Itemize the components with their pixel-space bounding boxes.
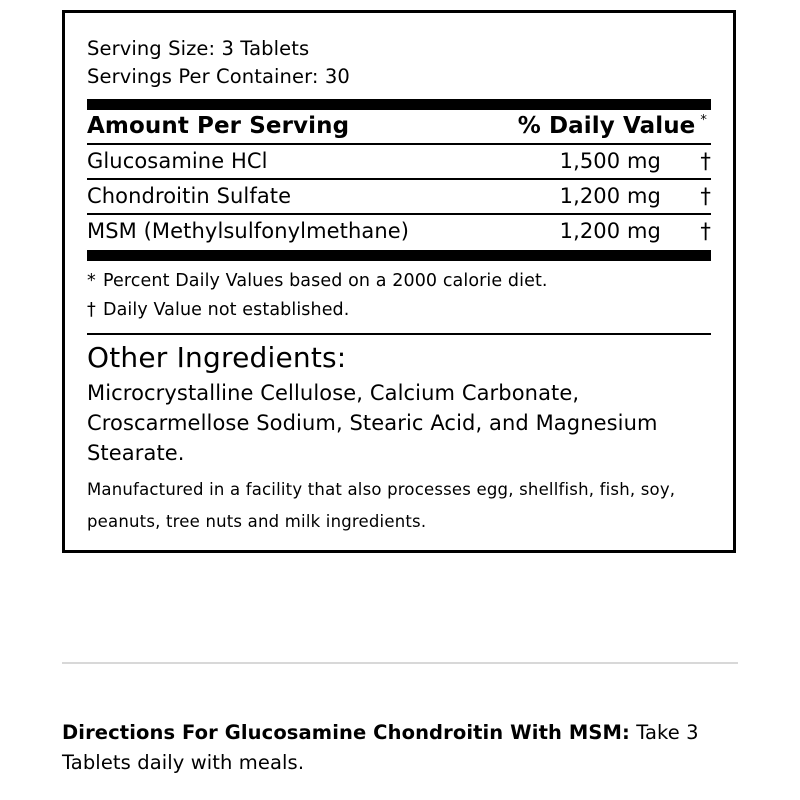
nutrient-daily-value: † bbox=[700, 184, 711, 208]
other-ingredients-text: Microcrystalline Cellulose, Calcium Carbonate, Croscarmellose Sodium, Stearic Acid, and Magnesium Stearate. bbox=[87, 381, 658, 465]
other-ingredients-heading: Other Ingredients: bbox=[87, 341, 347, 374]
nutrient-daily-value: † bbox=[700, 219, 711, 243]
nutrient-amount: 1,200 mg bbox=[559, 219, 661, 243]
divider-thick-bottom bbox=[87, 250, 711, 261]
servings-per-container-line: Servings Per Container: 30 bbox=[87, 65, 350, 88]
footnote-text: Daily Value not established. bbox=[103, 300, 350, 320]
supplement-facts-panel bbox=[62, 10, 736, 553]
footnote-daily-value-basis bbox=[87, 261, 711, 296]
divider-thick-top bbox=[87, 99, 711, 110]
serving-size-line: Serving Size: 3 Tablets bbox=[87, 37, 310, 60]
directions-section bbox=[62, 718, 738, 778]
table-row bbox=[87, 215, 711, 248]
directions-body: Take 3 Tablets daily with meals. bbox=[62, 721, 699, 774]
allergen-statement: Manufactured in a facility that also processes egg, shellfish, fish, soy, peanuts, tree nuts and milk ingredients. bbox=[87, 480, 676, 531]
footnote-dv-not-established bbox=[87, 296, 711, 325]
nutrient-daily-value: † bbox=[700, 149, 711, 173]
nutrient-amount-group bbox=[560, 184, 711, 208]
footnote-mark-dagger: † bbox=[87, 300, 96, 320]
directions-heading: Directions For Glucosamine Chondroitin With MSM: bbox=[62, 721, 630, 744]
table-row bbox=[87, 180, 711, 213]
table-row bbox=[87, 145, 711, 178]
footnote-mark-asterisk: * bbox=[87, 271, 96, 291]
nutrient-amount-group bbox=[560, 149, 711, 173]
section-separator bbox=[62, 662, 738, 664]
nutrient-amount: 1,500 mg bbox=[559, 149, 661, 173]
nutrient-name: Glucosamine HCl bbox=[87, 149, 268, 173]
daily-value-label: % Daily Value * bbox=[517, 113, 707, 139]
daily-value-asterisk: * bbox=[700, 113, 707, 129]
nutrient-name: MSM (Methylsulfonylmethane) bbox=[87, 219, 410, 243]
nutrient-name: Chondroitin Sulfate bbox=[87, 184, 292, 208]
footnote-text: Percent Daily Values based on a 2000 calorie diet. bbox=[103, 271, 548, 291]
nutrient-amount: 1,200 mg bbox=[559, 184, 661, 208]
amount-per-serving-label: Amount Per Serving bbox=[87, 113, 350, 139]
nutrient-amount-group bbox=[560, 219, 711, 243]
amount-per-serving-header bbox=[87, 110, 711, 143]
